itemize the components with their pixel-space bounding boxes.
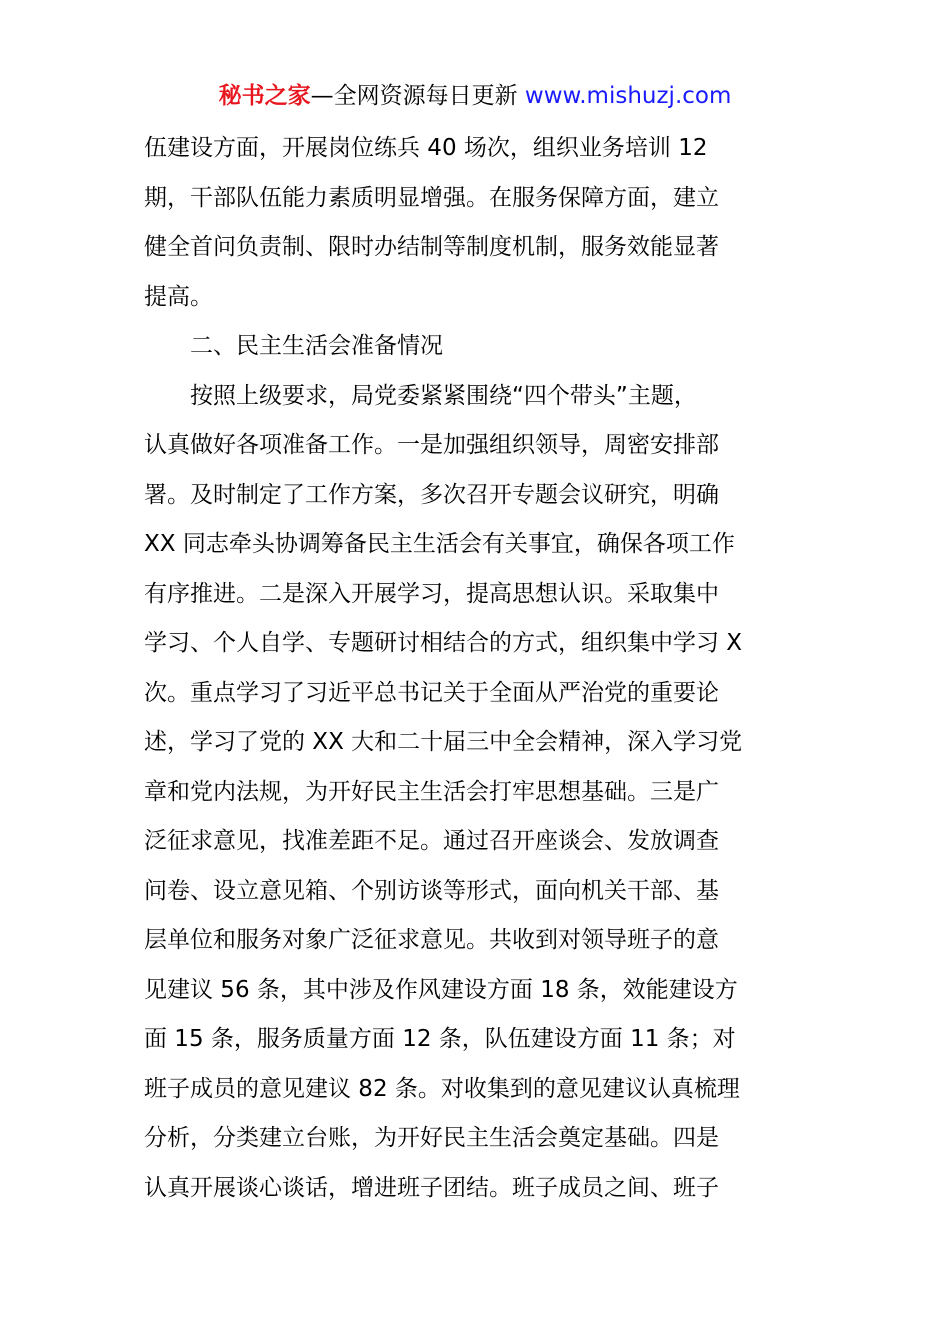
document-body [144,124,814,1213]
text-line: 次。重点学习了习近平总书记关于全面从严治党的重要论 [144,679,719,706]
text-line: 署。及时制定了工作方案，多次召开专题会议研究，明确 [144,481,719,508]
brand-name: 秘书之家 [218,83,311,109]
text-line: 分析，分类建立台账，为开好民主生活会奠定基础。四是 [144,1125,719,1151]
text-line: 有序推进。二是深入开展学习，提高思想认识。采取集中 [144,580,719,607]
text-line: 述，学习了党的 XX 大和二十届三中全会精神，深入学习党 [144,729,743,755]
text-line: 认真做好各项准备工作。一是加强组织领导，周密安排部 [144,432,719,458]
text-line: 问卷、设立意见箱、个别访谈等形式，面向机关干部、基 [144,877,719,904]
text-line: 学习、个人自学、专题研讨相结合的方式，组织集中学习 X [144,630,743,656]
header-slogan: —全网资源每日更新 [310,83,525,109]
site-url-link[interactable]: www.mishuzj.com [524,83,732,109]
text-line: 章和党内法规，为开好民主生活会打牢思想基础。三是广 [144,778,719,805]
text-line: 认真开展谈心谈话，增进班子团结。班子成员之间、班子 [144,1174,719,1201]
text-line: 面 15 条，服务质量方面 12 条，队伍建设方面 11 条；对 [144,1026,736,1052]
text-line: 班子成员的意见建议 82 条。对收集到的意见建议认真梳理 [144,1075,740,1102]
text-line: 层单位和服务对象广泛征求意见。共收到对领导班子的意 [144,927,719,953]
text-line: 健全首问负责制、限时办结制等制度机制，服务效能显著 [144,234,719,260]
text-line: 按照上级要求，局党委紧紧围绕“四个带头”主题， [144,382,697,409]
text-line: XX 同志牵头协调筹备民主生活会有关事宜，确保各项工作 [144,531,735,557]
text-line: 泛征求意见，找准差距不足。通过召开座谈会、发放调查 [144,828,719,854]
page-header [0,80,950,112]
text-line: 见建议 56 条，其中涉及作风建设方面 18 条，效能建设方 [144,976,738,1003]
text-line: 期，干部队伍能力素质明显增强。在服务保障方面，建立 [144,184,719,211]
text-line: 伍建设方面，开展岗位练兵 40 场次，组织业务培训 12 [144,135,708,161]
text-line: 提高。 [144,283,213,310]
section-heading: 二、民主生活会准备情况 [144,333,443,359]
